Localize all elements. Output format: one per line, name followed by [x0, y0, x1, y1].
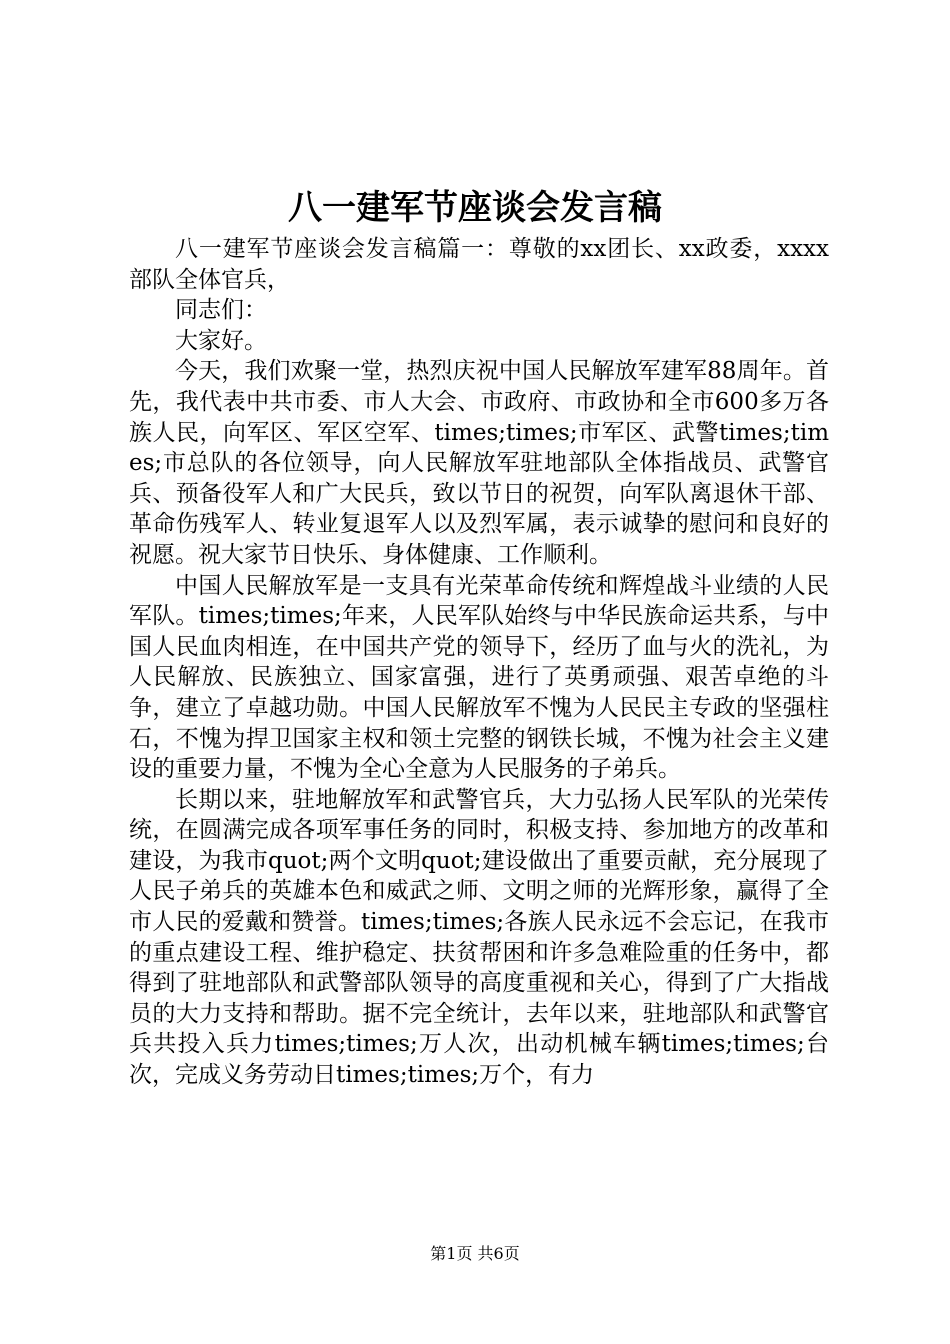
paragraph: 中国人民解放军是一支具有光荣革命传统和辉煌战斗业绩的人民军队。times;times;年来，人民军队始终与中华民族命运共系，与中国人民血肉相连，在中国共产党的领导下，经历了血与火的洗礼，为人民解放、民族独立、国家富强，进行了英勇顽强、艰苦卓绝的斗争，建立了卓越功勋。中国人民解放军不愧为人民民主专政的坚强柱石，不愧为捍卫国家主权和领土完整的钢铁长城，不愧为社会主义建设的重要力量，不愧为全心全意为人民服务的子弟兵。	[129, 572, 829, 783]
paragraph: 大家好。	[175, 327, 267, 354]
page-footer: 第1页 共6页	[430, 1244, 520, 1263]
paragraph: 同志们：	[175, 297, 267, 324]
paragraph: 八一建军节座谈会发言稿篇一：尊敬的xx团长、xx政委，xxxx部队全体官兵，	[129, 236, 829, 293]
paragraph: 长期以来，驻地解放军和武警官兵，大力弘扬人民军队的光荣传统，在圆满完成各项军事任务的同时，积极支持、参加地方的改革和建设，为我市quot;两个文明quot;建设做出了重要贡献，充分展现了人民子弟兵的英雄本色和威武之师、文明之师的光辉形象，赢得了全市人民的爱戴和赞誉。times;times;各族人民永远不会忘记，在我市的重点建设工程、维护稳定、扶贫帮困和许多急难险重的任务中，都得到了驻地部队和武警部队领导的高度重视和关心，得到了广大指战员的大力支持和帮助。据不完全统计，去年以来，驻地部队和武警官兵共投入兵力times;times;万人次，出动机械车辆times;times;台次，完成义务劳动日times;times;万个，有力	[129, 786, 829, 1089]
document-title: 八一建军节座谈会发言稿	[288, 188, 662, 228]
paragraph: 今天，我们欢聚一堂，热烈庆祝中国人民解放军建军88周年。首先，我代表中共市委、市人大会、市政府、市政协和全市600多万各族人民，向军区、军区空军、times;times;市军区、武警times;times;市总队的各位领导，向人民解放军驻地部队全体指战员、武警官兵、预备役军人和广大民兵，致以节日的祝贺，向军队离退休干部、革命伤残军人、转业复退军人以及烈军属，表示诚挚的慰问和良好的祝愿。祝大家节日快乐、身体健康、工作顺利。	[129, 358, 829, 568]
document-body	[129, 234, 829, 1091]
